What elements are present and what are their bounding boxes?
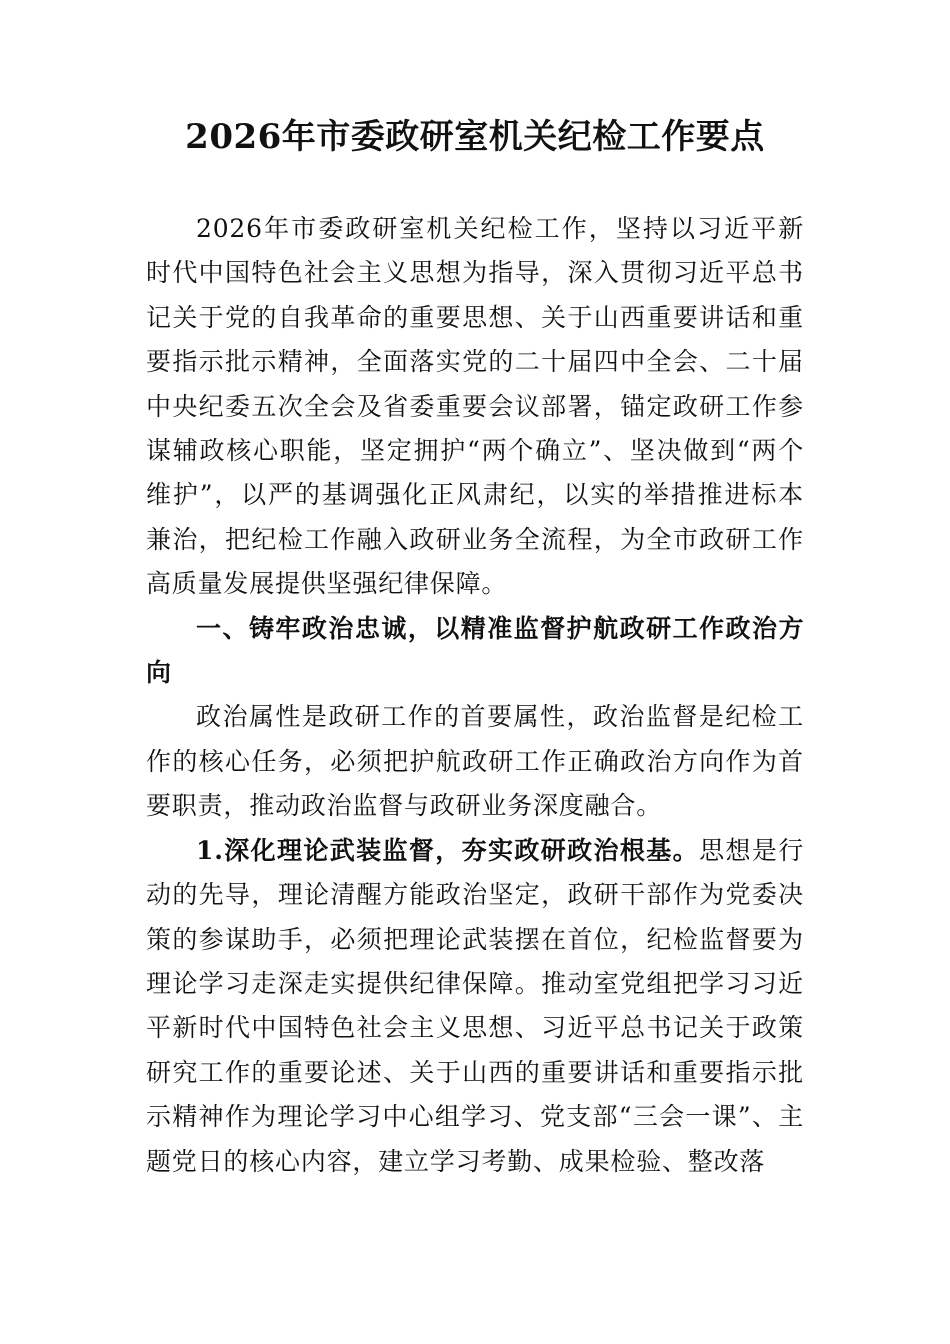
item-one-text: 思想是行动的先导，理论清醒方能政治坚定，政研干部作为党委决策的参谋助手，必须把理论武装摆在首位，纪检监督要为理论学习走深走实提供纪律保障。推动室党组把学习习近平新时代中国特色社会主义思想、习近平总书记关于政策研究工作的重要论述、关于山西的重要讲话和重要指示批示精神作为理论学习中心组学习、党支部“三会一课”、主题党日的核心内容，建立学习考勤、成果检验、整改落	[146, 835, 804, 1176]
document-body	[146, 207, 804, 1184]
item-one-paragraph	[146, 829, 804, 1184]
item-one-lead: 1.深化理论武装监督，夯实政研政治根基。	[196, 835, 700, 865]
document-title: 2026年市委政研室机关纪检工作要点	[185, 117, 765, 157]
intro-paragraph: 2026年市委政研室机关纪检工作，坚持以习近平新时代中国特色社会主义思想为指导，深入贯彻习近平总书记关于党的自我革命的重要思想、关于山西重要讲话和重要指示批示精神，全面落实党的二十届四中全会、二十届中央纪委五次全会及省委重要会议部署，锚定政研工作参谋辅政核心职能，坚定拥护“两个确立”、坚决做到“两个维护”，以严的基调强化正风肃纪，以实的举措推进标本兼治，把纪检工作融入政研业务全流程，为全市政研工作高质量发展提供坚强纪律保障。	[146, 214, 804, 599]
section-one-paragraph: 政治属性是政研工作的首要属性，政治监督是纪检工作的核心任务，必须把护航政研工作正确政治方向作为首要职责，推动政治监督与政研业务深度融合。	[146, 702, 804, 821]
section-one-heading: 一、铸牢政治忠诚，以精准监督护航政研工作政治方向	[146, 613, 804, 688]
